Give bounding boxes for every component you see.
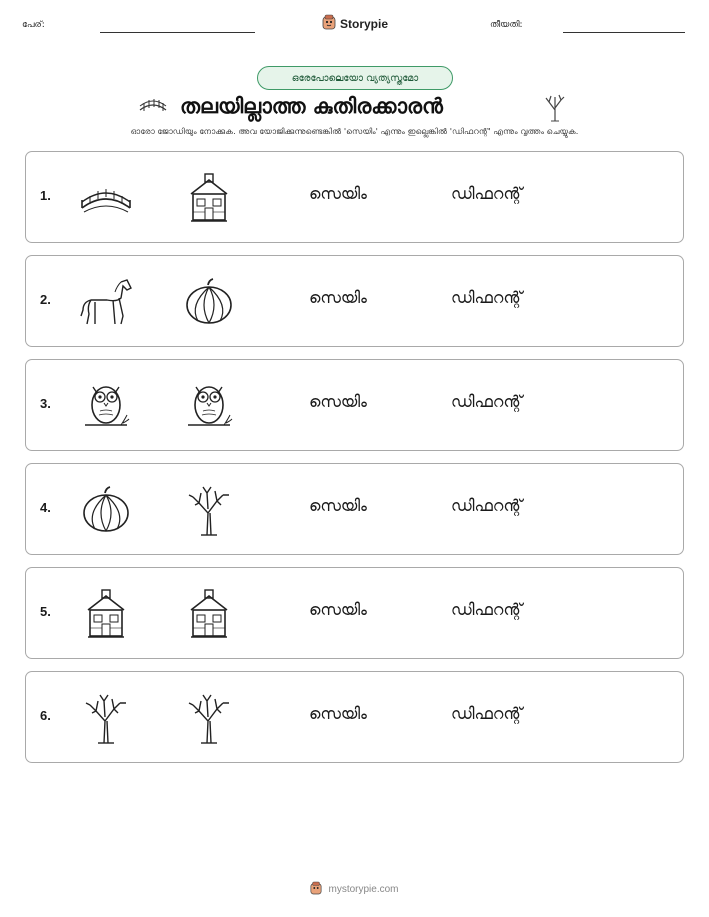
same-option[interactable]: സെയിം [309,288,367,307]
same-option[interactable]: സെയിം [309,184,367,203]
different-option[interactable]: ഡിഫറന്റ് [451,704,523,723]
bridge-icon [138,94,168,120]
owl-icon [179,376,239,436]
different-option[interactable]: ഡിഫറന്റ് [451,392,523,411]
tree-icon [179,688,239,748]
different-option[interactable]: ഡിഫറന്റ് [451,184,523,203]
question-number: 2. [40,292,51,307]
name-field-line[interactable] [100,32,255,33]
schoolhouse-icon [76,584,136,644]
storypie-mascot-icon [310,880,322,899]
pumpkin-icon [179,272,239,332]
question-row [25,463,684,555]
different-option[interactable]: ഡിഫറന്റ് [451,288,523,307]
owl-icon [76,376,136,436]
question-row [25,567,684,659]
horse-icon [76,272,136,332]
tree-icon [541,92,569,126]
question-row [25,359,684,451]
same-option[interactable]: സെയിം [309,392,367,411]
different-option[interactable]: ഡിഫറന്റ് [451,496,523,515]
pumpkin-icon [76,480,136,540]
question-number: 3. [40,396,51,411]
instructions: ഓരോ ജോഡിയും നോക്കുക. അവ യോജിക്കുന്നുണ്ടെങ്കിൽ 'സെയിം' എന്നും ഇല്ലെങ്കിൽ 'ഡിഫറന്റ്' എന്നും വൃത്തം ചെയ്യുക. [130,126,579,136]
footer [0,880,709,899]
worksheet-title: തലയില്ലാത്ത കുതിരക്കാരൻ [180,94,443,118]
bridge-icon [76,168,136,228]
date-label: തീയതി: [490,20,523,30]
same-option[interactable]: സെയിം [309,600,367,619]
question-number: 4. [40,500,51,515]
brand-logo [322,14,388,34]
tree-icon [76,688,136,748]
schoolhouse-icon [179,168,239,228]
tree-icon [179,480,239,540]
question-number: 6. [40,708,51,723]
different-option[interactable]: ഡിഫറന്റ് [451,600,523,619]
footer-url: mystorypie.com [328,884,399,895]
brand-name: Storypie [340,17,389,31]
name-label: പേര്: [22,20,45,30]
same-option[interactable]: സെയിം [309,704,367,723]
schoolhouse-icon [179,584,239,644]
title-row [0,90,709,124]
same-option[interactable]: സെയിം [309,496,367,515]
activity-type-badge: ഒരേപോലെയോ വ്യത്യസ്തമോ [257,66,453,90]
storypie-mascot-icon [322,14,336,34]
question-number: 5. [40,604,51,619]
question-row [25,151,684,243]
worksheet-header [0,0,709,50]
question-row [25,255,684,347]
question-row [25,671,684,763]
date-field-line[interactable] [563,32,685,33]
question-number: 1. [40,188,51,203]
